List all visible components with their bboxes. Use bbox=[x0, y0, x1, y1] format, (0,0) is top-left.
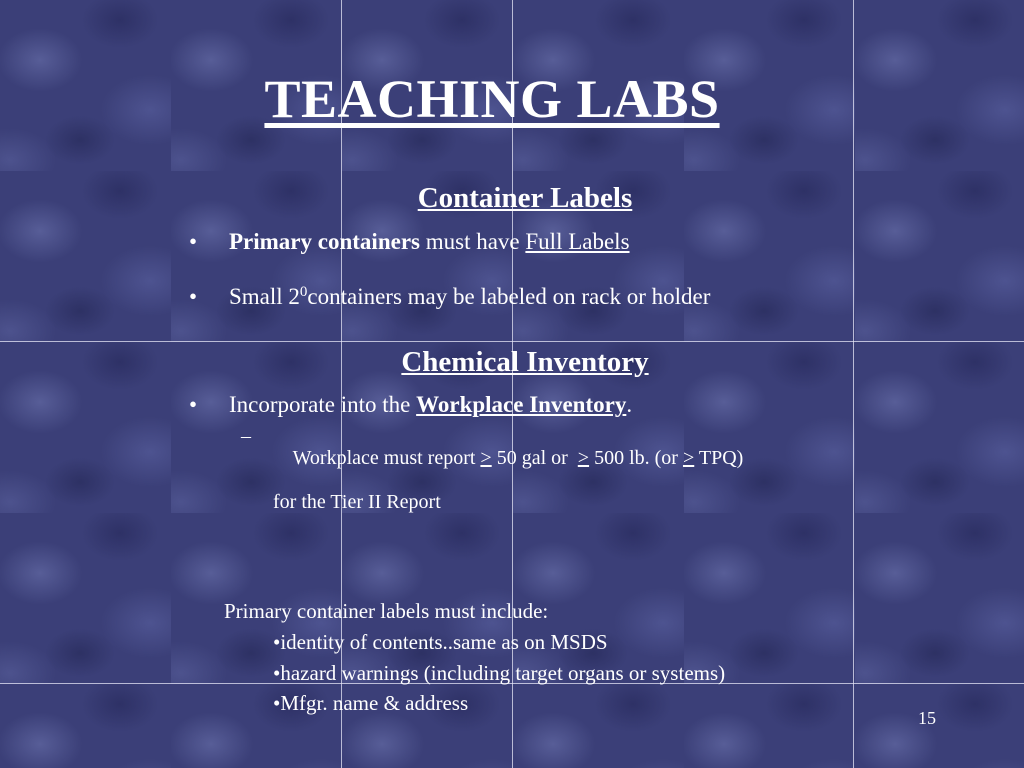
slide-title: TEACHING LABS bbox=[264, 69, 720, 129]
note-item: •identity of contents..same as on MSDS bbox=[273, 630, 608, 654]
sub-bullet-text: 500 lb. (or bbox=[589, 447, 683, 469]
section-heading-container-labels: Container Labels bbox=[417, 182, 633, 214]
bullet-bold-text: Primary containers bbox=[229, 229, 420, 254]
section-heading-chemical-inventory: Chemical Inventory bbox=[401, 346, 649, 378]
bullet-text: . bbox=[626, 392, 633, 417]
greater-equal-symbol: > bbox=[577, 447, 590, 469]
superscript-zero: 0 bbox=[299, 284, 308, 300]
bullet-dot: • bbox=[189, 229, 198, 254]
bullet-text: containers may be labeled on rack or holder bbox=[307, 284, 711, 310]
sub-bullet-text: 50 gal or bbox=[491, 447, 578, 469]
bullet-dot: • bbox=[189, 284, 198, 309]
bullet-text: must have bbox=[419, 229, 526, 254]
greater-equal-symbol: > bbox=[682, 447, 695, 469]
sub-bullet-text-line2: for the Tier II Report bbox=[273, 491, 441, 513]
bullet-text: Small 2 bbox=[229, 284, 300, 310]
bullet-incorporate-inventory bbox=[189, 392, 633, 418]
note-intro: Primary container labels must include: bbox=[224, 599, 549, 623]
note-item: •hazard warnings (including target organs or systems) bbox=[273, 661, 726, 685]
page-number: 15 bbox=[918, 708, 936, 728]
note-item: •Mfgr. name & address bbox=[273, 691, 469, 715]
bullet-bold-underlined-text: Workplace Inventory bbox=[416, 392, 627, 417]
sub-bullet-text: Workplace must report bbox=[292, 447, 481, 469]
sub-bullet-text: TPQ) bbox=[694, 447, 744, 469]
grid-line-horizontal bbox=[0, 341, 1024, 342]
bullet-underlined-text: Full Labels bbox=[525, 229, 630, 254]
sub-bullet-dash: – bbox=[241, 425, 251, 447]
greater-equal-symbol: > bbox=[480, 447, 492, 469]
bullet-small-containers bbox=[189, 284, 711, 310]
bullet-dot: • bbox=[189, 392, 198, 417]
sub-bullet-workplace-report bbox=[241, 425, 744, 513]
bullet-text: Incorporate into the bbox=[229, 392, 417, 417]
bullet-primary-containers bbox=[189, 229, 630, 255]
